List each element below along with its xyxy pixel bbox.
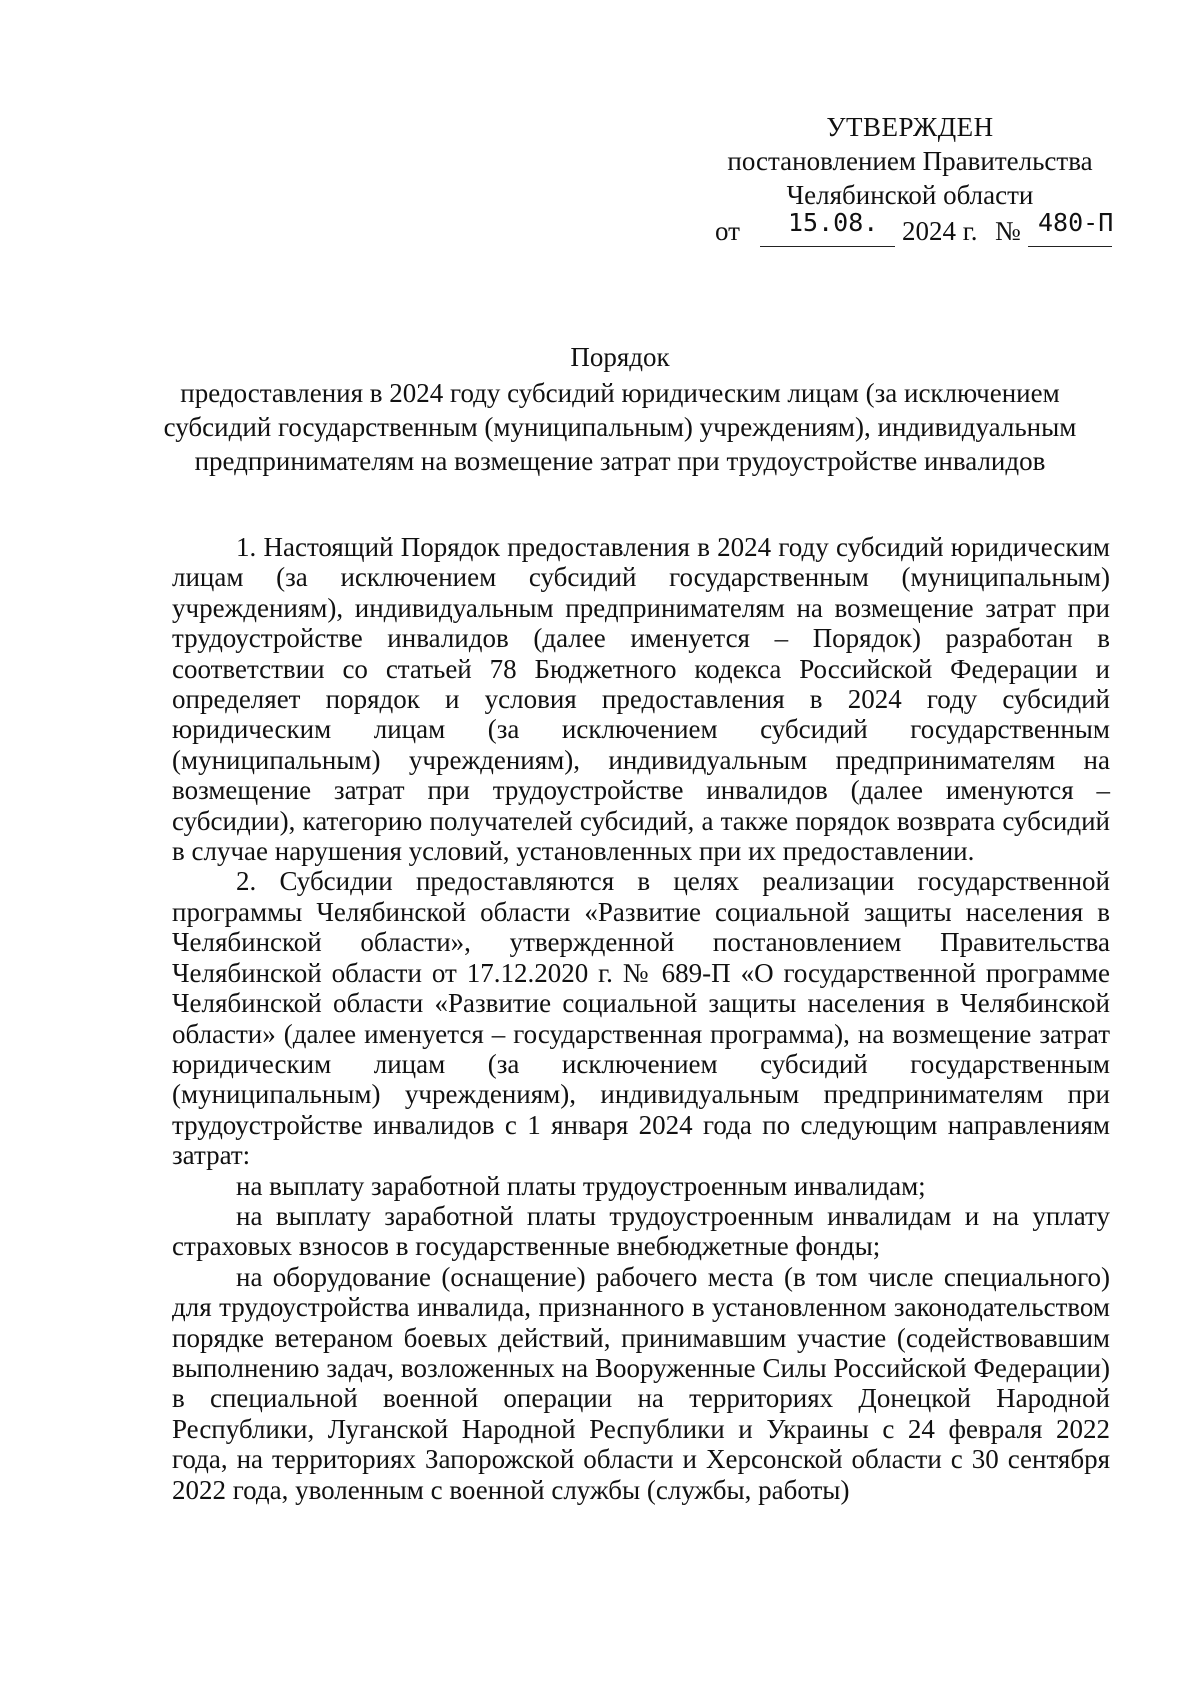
paragraph-4: на выплату заработной платы трудоустроенным инвалидам и на уплату страховых взносов в государственные внебюджетные фонды;: [172, 1200, 1110, 1262]
paragraph-3: на выплату заработной платы трудоустроенным инвалидам;: [236, 1170, 926, 1201]
date-value: 15.08.: [788, 208, 879, 237]
document-heading: [150, 340, 1090, 478]
heading-line-2: субсидий государственным (муниципальным) учреждениям), индивидуальным: [163, 412, 1077, 442]
paragraph-2: 2. Субсидии предоставляются в целях реализации государственной программы Челябинской области «Развитие социальной защиты населения в Челябинской области», утвержденной постановлением Правительства Челябинской области от 17.12.2020 г. № 689-П «О государственной программе Челябинской области «Развитие социальной защиты населения в Челябинской области» (далее именуется – государственная программа), на возмещение затрат юридическим лицам (за исключением субсидий государственным (муниципальным) учреждениям), индивидуальным предпринимателям при трудоустройстве инвалидов с 1 января 2024 года по следующим направлениям затрат:: [172, 866, 1110, 1171]
document-body: [172, 532, 1110, 1505]
approval-block: [700, 110, 1120, 252]
paragraph-1: 1. Настоящий Порядок предоставления в 2024 году субсидий юридическим лицам (за исключением субсидий государственным (муниципальным) учреждениям), индивидуальным предпринимателям на возмещение затрат при трудоустройстве инвалидов (далее именуется – Порядок) разработан в соответствии со статьей 78 Бюджетного кодекса Российской Федерации и определяет порядок и условия предоставления в 2024 году субсидий юридическим лицам (за исключением субсидий государственным (муниципальным) учреждениям), индивидуальным предпринимателям на возмещение затрат при трудоустройстве инвалидов (далее именуются – субсидии), категорию получателей субсидий, а также порядок возврата субсидий в случае нарушения условий, установленных при их предоставлении.: [172, 532, 1110, 867]
from-label: от: [715, 216, 740, 246]
heading-line-1: предоставления в 2024 году субсидий юридическим лицам (за исключением: [180, 378, 1060, 408]
number-value: 480-П: [1038, 208, 1114, 237]
approval-title: УТВЕРЖДЕН: [826, 112, 994, 142]
heading-line-3: предпринимателям на возмещение затрат при трудоустройстве инвалидов: [194, 446, 1046, 476]
number-sign: №: [995, 216, 1021, 246]
heading-title: Порядок: [570, 342, 670, 372]
approval-date-number-line: [700, 208, 1120, 252]
approval-line-1: постановлением Правительства: [727, 146, 1093, 176]
approval-line-2: Челябинской области: [786, 180, 1034, 210]
year-label: 2024 г.: [902, 216, 978, 246]
paragraph-5: на оборудование (оснащение) рабочего места (в том числе специального) для трудоустройства инвалида, признанного в установленном законодательством порядке ветераном боевых действий, принимавшим участие (содействовавшим выполнению задач, возложенных на Вооруженные Силы Российской Федерации) в специальной военной операции на территориях Донецкой Народной Республики, Луганской Народной Республики и Украины с 24 февраля 2022 года, на территориях Запорожской области и Херсонской области с 30 сентября 2022 года, уволенным с военной службы (службы, работы): [172, 1261, 1110, 1505]
